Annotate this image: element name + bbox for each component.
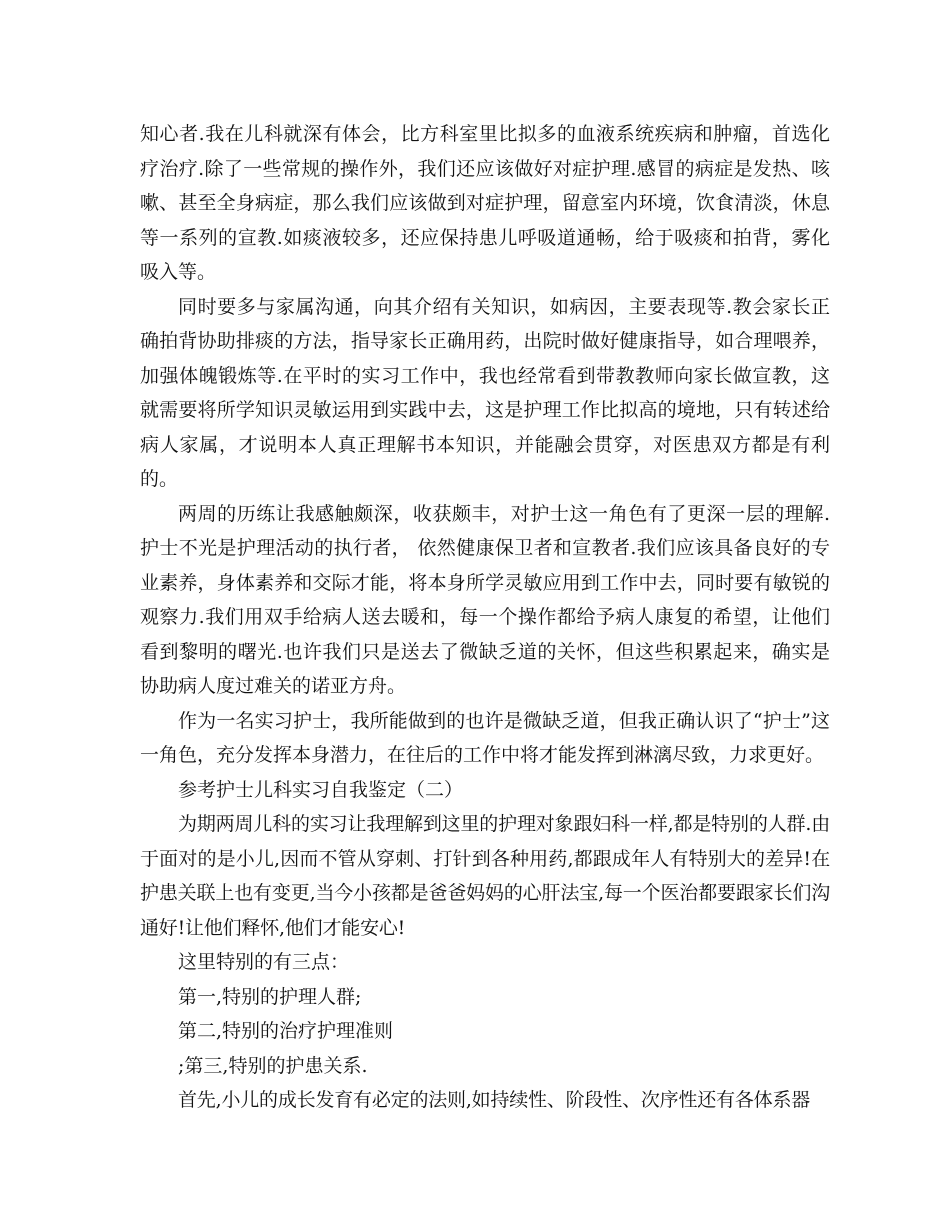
list-item-2: 第二,特别的治疗护理准则 xyxy=(178,1020,394,1042)
list-item-1: 第一,特别的护理人群; xyxy=(178,985,362,1008)
paragraph-5: 为期两周儿科的实习让我理解到这里的护理对象跟妇科一样,都是特别的人群.由于面对的是小儿,因而不管从穿刺、打针到各种用药,都跟成年人有特别大的差异!在护患关联上也有变更,当今小孩都是爸爸妈妈的心肝法宝,每一个医治都要跟家长们沟通好!让他们释怀,他们才能安心! xyxy=(140,813,830,939)
paragraph-4: 作为一名实习护士，我所能做到的也许是微缺乏道，但我正确认识了“护士”这一角色，充分发挥本身潜力，在往后的工作中将才能发挥到淋漓尽致，力求更好。 xyxy=(140,709,830,766)
document-body xyxy=(140,117,830,1118)
list-item-3: ;第三,特别的护患关系. xyxy=(178,1054,368,1077)
paragraph-3: 两周的历练让我感触颇深，收获颇丰，对护士这一角色有了更深一层的理解.护士不光是护理活动的执行者， 依然健康保卫者和宣教者.我们应该具备良好的专业素养，身体素养和交际才能，将本身所学灵敏应用到工作中去，同时要有敏锐的观察力.我们用双手给病人送去暖和，每一个操作都给予病人康复的希望，让他们看到黎明的曙光.也许我们只是送去了微缺乏道的关怀，但这些积累起来，确实是协助病人度过难关的诺亚方舟。 xyxy=(140,502,830,697)
paragraph-1: 知心者.我在儿科就深有体会，比方科室里比拟多的血液系统疾病和肿瘤，首选化疗治疗.除了一些常规的操作外，我们还应该做好对症护理.感冒的病症是发热、咳嗽、甚至全身病症，那么我们应该做到对症护理，留意室内环境，饮食清淡，休息等一系列的宣教.如痰液较多，还应保持患儿呼吸道通畅，给于吸痰和拍背，雾化吸入等。 xyxy=(140,123,830,283)
paragraph-2: 同时要多与家属沟通，向其介绍有关知识，如病因，主要表现等.教会家长正确拍背协助排痰的方法，指导家长正确用药，出院时做好健康指导，如合理喂养，加强体魄锻炼等.在平时的实习工作中，我也经常看到带教教师向家长做宣教，这就需要将所学知识灵敏运用到实践中去，这是护理工作比拟高的境地，只有转述给病人家属，才说明本人真正理解书本知识，并能融会贯穿，对医患双方都是有利的。 xyxy=(140,295,830,490)
paragraph-6: 这里特别的有三点： xyxy=(178,951,350,973)
paragraph-7: 首先,小儿的成长发育有必定的法则,如持续性、阶段性、次序性还有各体系器 xyxy=(178,1089,811,1111)
section-heading: 参考护士儿科实习自我鉴定（二） xyxy=(178,778,464,801)
